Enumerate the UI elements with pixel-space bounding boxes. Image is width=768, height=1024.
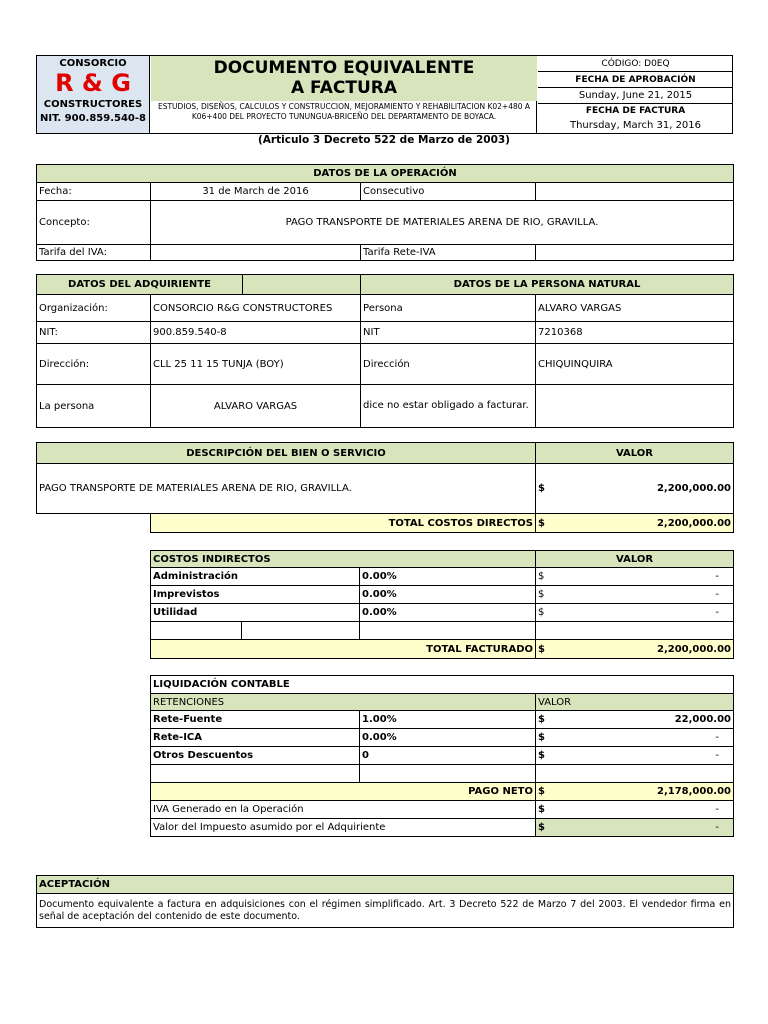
indirect-row-value: - [715,589,720,600]
total-invoiced-amount [536,640,734,659]
liquidation-table [150,675,734,837]
currency-symbol: $ [538,589,545,600]
indirect-row-label: Administración [151,568,360,586]
net-payment-amount [536,783,734,801]
tarifa-iva-value [151,245,361,261]
retention-row-label: Otros Descuentos [151,747,360,765]
header [36,55,733,134]
concepto-label: Concepto: [37,201,151,245]
title-box [151,56,537,133]
indirect-row-pct: 0.00% [360,568,536,586]
consecutivo-value [536,183,734,201]
indirect-costs-table [150,550,734,659]
direccion-value: CLL 25 11 15 TUNJA (BOY) [151,344,361,385]
empty-cell [360,622,536,640]
la-persona-label: La persona [37,385,151,428]
indirect-row-pct: 0.00% [360,604,536,622]
currency-symbol: $ [538,714,545,725]
currency-symbol: $ [538,732,545,743]
total-invoiced-value: 2,200,000.00 [657,643,732,655]
tarifa-iva-label: Tarifa del IVA: [37,245,151,261]
currency-symbol: $ [538,643,545,655]
operation-title: DATOS DE LA OPERACIÓN [37,165,734,183]
empty-cell [151,622,242,640]
project-subtitle: ESTUDIOS, DISEÑOS, CALCULOS Y CONSTRUCCION, MEJORAMIENTO Y REHABILITACION K02+480 A K06+400 DEL PROYECTO TUNUNGUA-BRICEÑO DEL DEPARTAMENTO DE BOYACA. [157,102,531,121]
retention-row-amount [536,711,734,729]
acquirer-title-filler [243,275,361,295]
description-title: DESCRIPCIÓN DEL BIEN O SERVICIO [37,443,536,464]
logo-constructores: CONSTRUCTORES [43,99,143,110]
la-persona-value: ALVARO VARGAS [151,385,361,428]
acquirer-table [36,274,734,428]
retentions-header: RETENCIONES [151,694,536,711]
currency-symbol: $ [538,804,545,815]
indirect-row-amount [536,586,734,604]
decree-reference: (Articulo 3 Decreto 522 de Marzo de 2003) [258,134,510,146]
assumed-tax-label: Valor del Impuesto asumido por el Adquiriente [151,819,536,837]
nit-label: NIT: [37,322,151,344]
approval-date: Sunday, June 21, 2015 [538,88,733,104]
organizacion-value: CONSORCIO R&G CONSTRUCTORES [151,295,361,322]
empty-cell [536,765,734,783]
natural-person-title: DATOS DE LA PERSONA NATURAL [361,275,734,295]
retention-row-value: - [715,732,720,743]
total-direct-costs-label: TOTAL COSTOS DIRECTOS [151,514,536,533]
retention-row-amount [536,747,734,765]
empty-cell [536,622,734,640]
consecutivo-label: Consecutivo [361,183,536,201]
currency-symbol: $ [538,483,545,494]
indirect-costs-value-header: VALOR [536,551,734,568]
empty-cell [151,765,360,783]
currency-symbol: $ [538,607,545,618]
item-value: 2,200,000.00 [656,483,731,494]
indirect-row-label: Utilidad [151,604,360,622]
document-info [538,56,733,133]
liquidation-title: LIQUIDACIÓN CONTABLE [151,676,734,694]
indirect-row-amount [536,604,734,622]
net-payment-value: 2,178,000.00 [656,786,732,797]
persona-label: Persona [361,295,536,322]
currency-symbol: $ [538,517,545,529]
concepto-value: PAGO TRANSPORTE DE MATERIALES ARENA DE RIO, GRAVILLA. [151,201,734,245]
logo-nit: NIT. 900.859.540-8 [39,113,146,124]
description-table [36,442,734,514]
total-direct-costs-amount [536,514,734,533]
document-code: CÓDIGO: D0EQ [538,56,733,72]
declaracion-text: dice no estar obligado a facturar. [361,385,536,428]
persona-nit-label: NIT [361,322,536,344]
approval-date-label: FECHA DE APROBACIÓN [538,72,733,88]
persona-direccion-label: Dirección [361,344,536,385]
acceptance-text: Documento equivalente a factura en adquisiciones con el régimen simplificado. Art. 3 Decreto 522 de Marzo 7 del 2003. El vendedor firma en señal de aceptación del contenido de este documento. [37,894,734,928]
acceptance-table [36,875,734,928]
total-direct-costs-value: 2,200,000.00 [656,517,731,529]
declaracion-filler [536,385,734,428]
indirect-row-amount [536,568,734,586]
nit-value: 900.859.540-8 [151,322,361,344]
fecha-value: 31 de March de 2016 [151,183,361,201]
empty-cell [360,765,536,783]
logo-rg: R & G [55,69,131,97]
currency-symbol: $ [538,786,545,797]
indirect-row-pct: 0.00% [360,586,536,604]
empty-cell [242,622,360,640]
indirect-costs-title: COSTOS INDIRECTOS [151,551,536,568]
tarifa-reteiva-label: Tarifa Rete-IVA [361,245,536,261]
currency-symbol: $ [538,571,545,582]
currency-symbol: $ [538,822,545,833]
document-title: DOCUMENTO EQUIVALENTE A FACTURA [151,56,537,101]
assumed-tax-amount [536,819,734,837]
retentions-value-header: VALOR [536,694,734,711]
description-value-header: VALOR [536,443,734,464]
persona-direccion-value: CHIQUINQUIRA [536,344,734,385]
indirect-row-value: - [715,607,720,618]
retention-row-amount [536,729,734,747]
indirect-row-label: Imprevistos [151,586,360,604]
tarifa-reteiva-value [536,245,734,261]
organizacion-label: Organización: [37,295,151,322]
description-item-amount [536,464,734,514]
indirect-row-value: - [715,571,720,582]
invoice-date-label: FECHA DE FACTURA [585,106,686,116]
logo-consorcio: CONSORCIO [59,58,127,69]
persona-nit-value: 7210368 [536,322,734,344]
persona-value: ALVARO VARGAS [536,295,734,322]
acceptance-title: ACEPTACIÓN [37,876,734,894]
retention-row-label: Rete-Fuente [151,711,360,729]
iva-generated-value: - [715,804,720,815]
retention-row-pct: 0 [360,747,536,765]
retention-row-label: Rete-ICA [151,729,360,747]
fecha-label: Fecha: [37,183,151,201]
description-item: PAGO TRANSPORTE DE MATERIALES ARENA DE RIO, GRAVILLA. [37,464,536,514]
iva-generated-label: IVA Generado en la Operación [151,801,536,819]
retention-row-value: - [715,750,720,761]
total-invoiced-label: TOTAL FACTURADO [151,640,536,659]
operation-table [36,164,734,261]
iva-generated-amount [536,801,734,819]
acquirer-title: DATOS DEL ADQUIRIENTE [37,275,243,295]
net-payment-label: PAGO NETO [151,783,536,801]
direct-costs-total-table [150,513,734,533]
retention-row-value: 22,000.00 [674,714,732,725]
assumed-tax-value: - [715,822,720,833]
retention-row-pct: 0.00% [360,729,536,747]
currency-symbol: $ [538,750,545,761]
direccion-label: Dirección: [37,344,151,385]
invoice-date: Thursday, March 31, 2016 [569,120,702,131]
company-logo [37,56,150,133]
retention-row-pct: 1.00% [360,711,536,729]
